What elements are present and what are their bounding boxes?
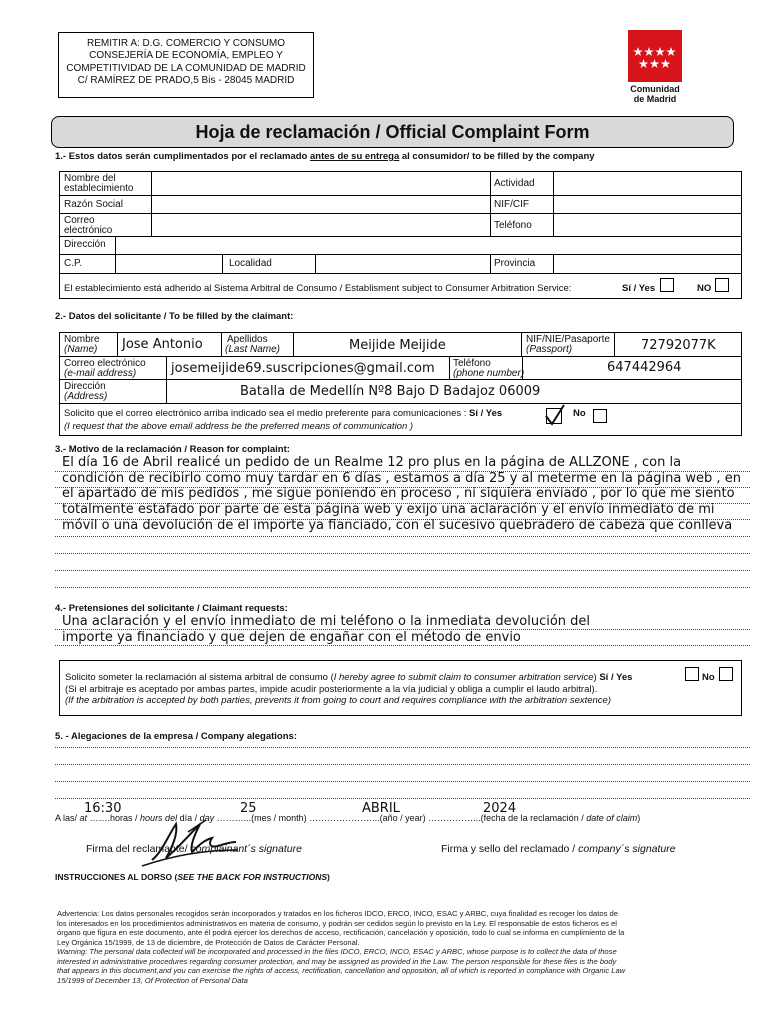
request-line-2[interactable]: importe ya financiado y que dejen de engañar con el método de envio bbox=[62, 630, 521, 645]
complaint-line-4[interactable]: totalmente estafado por parte de esta página web y exijo una aclaración y el envío inmediato de mi bbox=[62, 502, 715, 517]
correo-establecimiento-field[interactable] bbox=[152, 214, 489, 235]
label-apellidos-en: (Last Name) bbox=[225, 344, 281, 355]
checkmark-icon bbox=[543, 402, 567, 428]
nif-value[interactable]: 72792077K bbox=[641, 338, 716, 353]
arbitral-text: El establecimiento está adherido al Sistema Arbitral de Consumo / Establisment subject to Consumer Arbitration Service: bbox=[64, 283, 572, 294]
arbitral-si-checkbox[interactable] bbox=[660, 278, 674, 292]
label-telefono-en: (phone number) bbox=[453, 368, 525, 379]
label-apellidos: Apellidos bbox=[227, 334, 268, 345]
day-value[interactable]: 25 bbox=[240, 801, 257, 816]
remit-line-4: C/ RAMÍREZ DE PRADO,5 Bis - 28045 MADRID bbox=[77, 75, 295, 86]
solicito-en-text: (I request that the above email address be the preferred means of communication ) bbox=[64, 421, 414, 432]
label-nif-pasaporte: NIF/NIE/Pasaporte bbox=[526, 334, 610, 345]
label-direccion-establecimiento: Dirección bbox=[64, 239, 106, 250]
label-telefono: Teléfono bbox=[453, 358, 491, 369]
label-direccion: Dirección bbox=[64, 381, 106, 392]
alegaciones-line-2[interactable] bbox=[55, 764, 750, 765]
razon-social-field[interactable] bbox=[152, 196, 489, 212]
arbitral-no-checkbox[interactable] bbox=[715, 278, 729, 292]
remit-line-3: COMPETITIVIDAD DE LA COMUNIDAD DE MADRID bbox=[66, 63, 306, 74]
privacy-en-line-2: interested in administrative procedures regarding consumer protection, and may be assigned as provided in the Law. The person responsible for these files is the body bbox=[57, 956, 617, 966]
complaint-line-3[interactable]: el apartado de mis pedidos , me sigue poniendo en proceso , ni siquiera enviado , por lo que me siento bbox=[62, 486, 735, 501]
localidad-field[interactable] bbox=[316, 255, 489, 272]
comunidad-madrid-logo bbox=[628, 30, 682, 82]
instructions-note: INSTRUCCIONES AL DORSO (SEE THE BACK FOR INSTRUCTIONS) bbox=[55, 872, 330, 882]
preferred-email-no-label: No bbox=[573, 408, 586, 419]
privacy-en-line-1: Warning: The personal data collected will be incorporated and processed in the files IDCO, ERCO, INCO, ESAC y ARBC, whose purpose is to collect the data of those bbox=[57, 947, 617, 956]
arbitral-si-label: Sí / Yes bbox=[622, 283, 656, 294]
label-nombre: Nombre bbox=[64, 334, 100, 345]
label-telefono-establecimiento: Teléfono bbox=[494, 220, 532, 231]
label-localidad: Localidad bbox=[229, 258, 272, 269]
alegaciones-line-4[interactable] bbox=[55, 798, 750, 799]
privacy-en-line-3: that appears in this document,and you can exercise the rights of access, rectification, cancellation and opposition, all of which is reported in compliance with Organic Law bbox=[57, 966, 626, 975]
direccion-establecimiento-field[interactable] bbox=[116, 237, 741, 253]
label-direccion-en: (Address) bbox=[64, 391, 108, 402]
privacy-es-line-1: Advertencia: Los datos personales recogidos serán incorporados y tratados en los ficheros IDCO, ERCO, INCO, ESAC y ARBC, cuya finalidad es recoger los datos de bbox=[57, 909, 618, 918]
telefono-value[interactable]: 647442964 bbox=[607, 360, 682, 375]
label-correo-en: (e-mail address) bbox=[64, 368, 137, 379]
alegaciones-line-1[interactable] bbox=[55, 747, 750, 748]
privacy-es-line-2: los interesados en los procedimientos administrativos en materia de consumo, y podrán ser cedidos según lo previsto en la Ley. El responsable de estos ficheros es el bbox=[57, 918, 617, 928]
arbitration-no-label: No bbox=[702, 672, 715, 683]
preferred-email-no-checkbox[interactable] bbox=[593, 409, 607, 423]
arbitration-no-checkbox[interactable] bbox=[719, 667, 733, 681]
label-nombre-establecimiento-2: establecimiento bbox=[64, 183, 134, 194]
privacy-es-line-4: Ley Orgánica 15/1999, de 13 de diciembre, de Protección de Datos de Carácter Personal. bbox=[57, 937, 360, 947]
arbitration-line-2: (Si el arbitraje es aceptado por ambas partes, impide acudir posteriormente a la vía judicial y obliga a cumplir el laudo arbitral). bbox=[65, 684, 598, 695]
remit-line-1: REMITIR A: D.G. COMERCIO Y CONSUMO bbox=[87, 38, 285, 49]
complaint-line-2[interactable]: condición de recibirlo como muy tardar en 6 días , estamos a día 25 y al meterme en la página web , en bbox=[62, 471, 741, 486]
label-provincia: Provincia bbox=[494, 258, 536, 269]
page-title: Hoja de reclamación / Official Complaint Form bbox=[195, 122, 590, 142]
logo-text-line-1: Comunidad bbox=[630, 84, 680, 94]
stars-icon bbox=[628, 30, 682, 82]
year-value[interactable]: 2024 bbox=[483, 801, 517, 816]
section2-heading: 2.- Datos del solicitante / To be filled by the claimant: bbox=[55, 311, 294, 322]
direccion-value[interactable]: Batalla de Medellín Nº8 Bajo D Badajoz 06009 bbox=[240, 384, 541, 399]
claimant-signature-icon bbox=[132, 812, 242, 872]
arbitration-si-checkbox[interactable] bbox=[685, 667, 699, 681]
section5-heading: 5. - Alegaciones de la empresa / Company alegations: bbox=[55, 731, 297, 742]
claimant-signature-label: Firma del reclamante/ complainant´s signature bbox=[86, 843, 302, 855]
label-correo-2: electrónico bbox=[64, 225, 113, 236]
section1-heading: 1.- Estos datos serán cumplimentados por el reclamado antes de su entrega al consumidor/ to be filled by the company bbox=[55, 151, 595, 162]
section3-heading: 3.- Motivo de la reclamación / Reason for complaint: bbox=[55, 444, 290, 455]
telefono-establecimiento-field[interactable] bbox=[554, 214, 741, 235]
complaint-line-1[interactable]: El día 16 de Abril realicé un pedido de un Realme 12 pro plus en la página de ALLZONE , con la bbox=[62, 455, 682, 470]
label-nombre-establecimiento-1: Nombre del bbox=[64, 173, 116, 184]
label-nif-cif: NIF/CIF bbox=[494, 199, 529, 210]
month-value[interactable]: ABRIL bbox=[362, 801, 400, 816]
label-correo: Correo electrónico bbox=[64, 358, 146, 369]
nif-cif-field[interactable] bbox=[554, 196, 741, 212]
hour-value[interactable]: 16:30 bbox=[84, 801, 122, 816]
arbitration-line-3: (If the arbitration is accepted by both parties, prevents it from going to court and requires compliance with the arbitration sextence) bbox=[65, 695, 612, 706]
privacy-en-line-4: 15/1999 of December 13, Of Protection of Personal Data bbox=[57, 975, 248, 985]
logo-text-line-2: de Madrid bbox=[633, 94, 677, 104]
company-signature-label: Firma y sello del reclamado / company´s signature bbox=[441, 843, 676, 855]
label-nombre-en: (Name) bbox=[64, 344, 98, 355]
arbitral-no-label: NO bbox=[697, 283, 712, 294]
cp-field[interactable] bbox=[116, 255, 221, 272]
label-nif-pasaporte-en: (Passport) bbox=[526, 344, 573, 355]
date-row-text: A las/ at …….horas / hours del día / day ………...(mes / month) …………………...(año / year) ……………...(fecha de la reclamación / date of claim) bbox=[55, 813, 641, 823]
alegaciones-line-3[interactable] bbox=[55, 781, 750, 782]
privacy-es-line-3: órgano que figura en este documento, ante él podrá ejercer los derechos de acceso, rectificación, cancelación y oposición, todo lo cual se informa en cumplimiento de la bbox=[57, 928, 625, 937]
complaint-line-5[interactable]: móvil o una devolución de el importe ya fianciado, con el sucesivo quebradero de cabeza que conlleva bbox=[62, 518, 733, 533]
section4-heading: 4.- Pretensiones del solicitante / Claimant requests: bbox=[55, 603, 288, 614]
actividad-field[interactable] bbox=[554, 172, 741, 194]
label-correo-1: Correo bbox=[64, 215, 95, 226]
label-actividad: Actividad bbox=[494, 178, 535, 189]
correo-value[interactable]: josemeijide69.suscripciones@gmail.com bbox=[171, 361, 435, 376]
request-line-1[interactable]: Una aclaración y el envío inmediato de mi teléfono o la inmediata devolución del bbox=[62, 614, 591, 629]
remit-line-2: CONSEJERÍA DE ECONOMÍA, EMPLEO Y bbox=[89, 50, 283, 61]
nombre-establecimiento-field[interactable] bbox=[152, 172, 489, 194]
apellidos-value[interactable]: Meijide Meijide bbox=[349, 338, 446, 353]
solicito-text: Solicito que el correo electrónico arriba indicado sea el medio preferente para comunicaciones : Sí / Yes bbox=[64, 408, 503, 419]
provincia-field[interactable] bbox=[554, 255, 741, 272]
label-razon-social: Razón Social bbox=[64, 199, 123, 210]
label-cp: C.P. bbox=[64, 258, 83, 269]
privacy-warning bbox=[57, 909, 625, 985]
arbitration-line-1: Solicito someter la reclamación al sistema arbitral de consumo (I hereby agree to submit claim to consumer arbitration service) Sí / Yes bbox=[65, 672, 633, 683]
nombre-value[interactable]: Jose Antonio bbox=[122, 337, 203, 352]
